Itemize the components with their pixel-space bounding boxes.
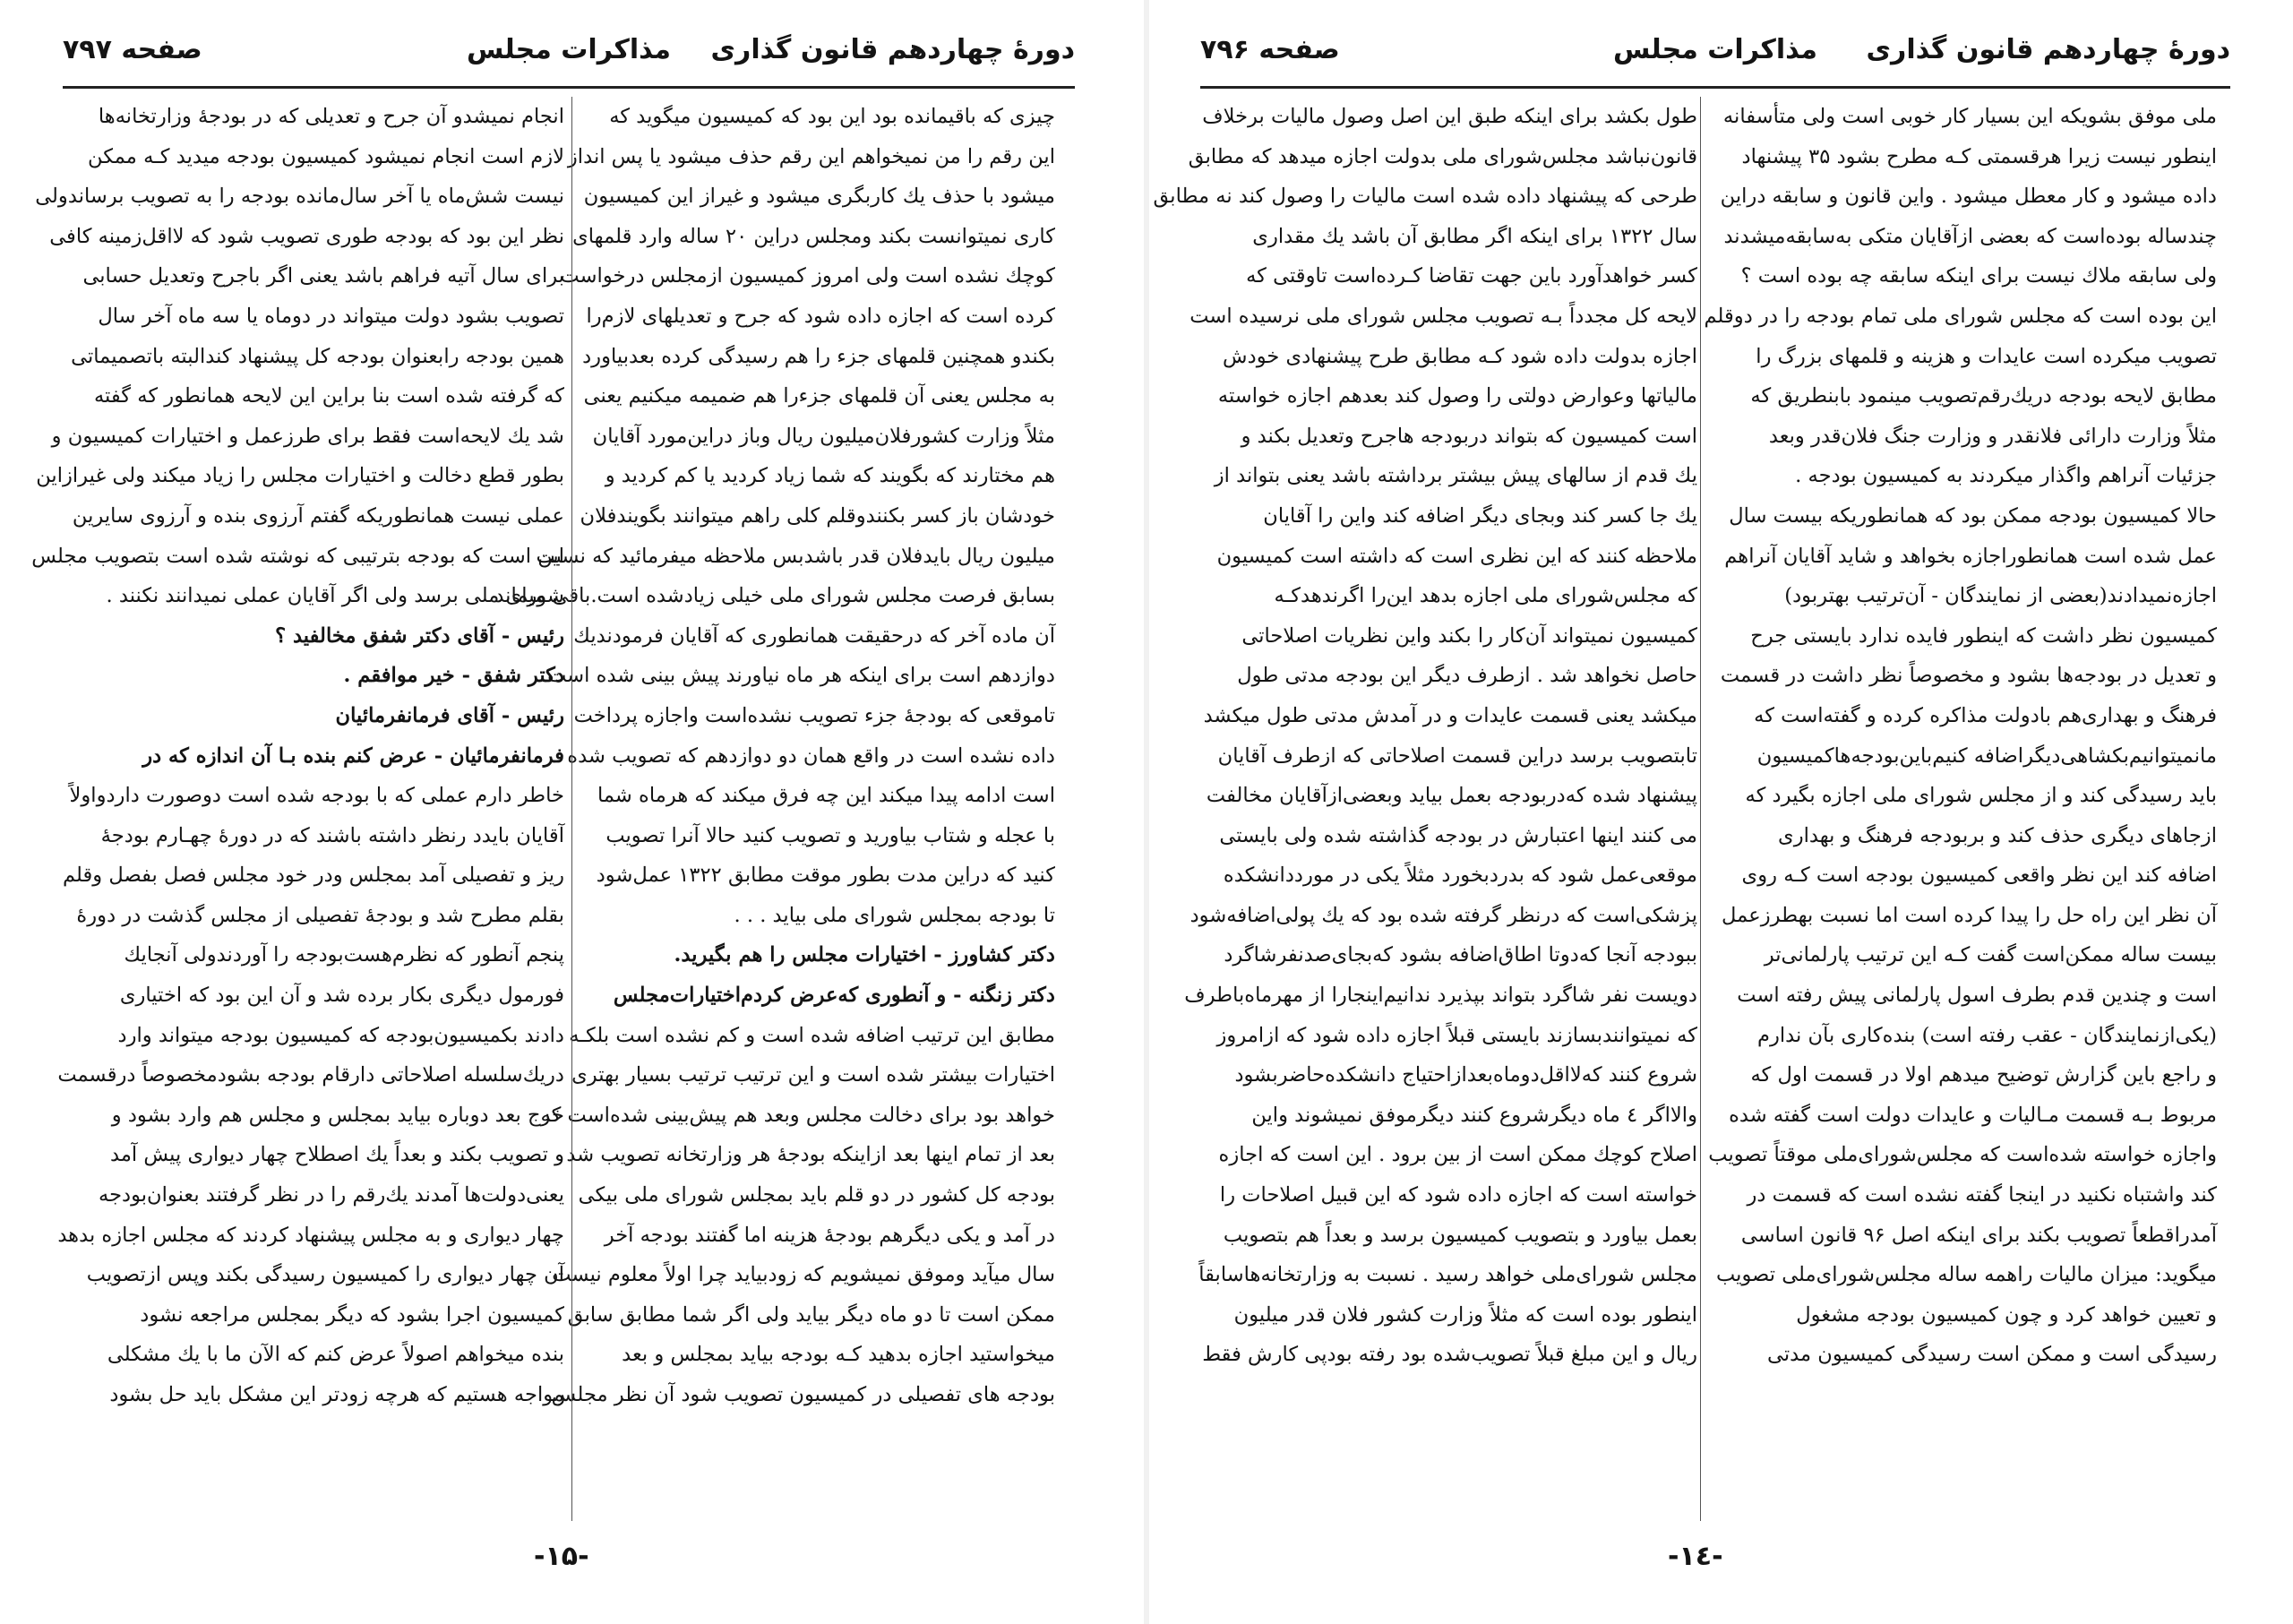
text-line: شد یك لایحه‌است فقط برای طرزعمل و اختیارات کمیسیون و: [51, 424, 564, 448]
text-line: پیشنهاد شده که‌دربودجه بعمل بیاید وبعضی‌ازآقایان مخالفت: [1206, 784, 1697, 808]
text-line: مطابق این ترتیب اضافه شده است و کم نشده است بلکـه: [569, 1023, 1055, 1047]
column-divider: [1700, 97, 1701, 1521]
text-line: بکندو همچنین قلمهای جزء را هم رسیدگی کرده بعدبیاورد: [582, 344, 1055, 368]
text-line: حاصل نخواهد شد . ازطرف دیگر این بودجه مدتی طول: [1237, 664, 1697, 688]
header-title: مذاکرات مجلس: [466, 34, 672, 65]
text-line: دکتر شفق - خیر موافقم .: [343, 664, 564, 688]
text-line: باید رسیدگی کند و از مجلس شورای ملی اجازه بگیرد که: [1745, 784, 2217, 808]
text-line: اختیارات بیشتر شده است و این ترتیب ترتیب بسیار بهتری: [571, 1063, 1055, 1087]
text-line: ممکن است تا دو ماه دیگر بیاید ولی اگر شما مطابق سابق: [567, 1302, 1055, 1327]
text-line: طول بکشد برای اینکه طبق این اصل وصول مالیات برخلاف: [1202, 105, 1697, 128]
text-line: لایحه کل مجدداً بـه تصویب مجلس شورای ملی نرسیده است: [1189, 304, 1697, 328]
text-line: بسابق فرصت مجلس شورای ملی خیلی زیادشده است.باقی میماند: [494, 584, 1055, 608]
text-line: سال ۱۳۲۲ برای اینکه اگر مطابق آن باشد یك مقداری: [1252, 224, 1697, 248]
text-line: که مجلس‌شورای ملی اجازه بدهد این‌را اگرندهدکـه: [1274, 584, 1697, 608]
text-line: کمیسیون نظر داشت که اینطور فایده ندارد بایستی جرح: [1750, 623, 2217, 648]
text-line: این است که بودجه بترتیبی که نوشته شده است بتصویب مجلس: [31, 544, 564, 568]
text-line: کنید که دراین مدت بطور موقت مطابق ۱۳۲۲ عمل‌شود: [596, 864, 1055, 888]
header-page-number: صفحه ۷۹۷: [63, 34, 202, 65]
text-line: اینطور بوده است که مثلاً وزارت کشور فلان قدر میلیون: [1233, 1302, 1697, 1327]
text-line: کسر خواهدآورد باین جهت تقاضا کـرده‌است تاوقتی که: [1246, 264, 1697, 288]
text-line: مالیاتها وعوارض دولتی را وصول کند بعدهم اجازه خواسته: [1217, 384, 1697, 408]
text-line: فرمانفرمائیان - عرض کنم بنده بـا آن اندازه که در: [142, 743, 564, 768]
text-line: ملی موفق بشویکه این بسیار کار خوبی است ولی متأسفانه: [1722, 105, 2217, 128]
text-line: که نمیتوانند‌بسازند بایستی قبلاً اجازه داده شود که ازامروز: [1216, 1023, 1697, 1047]
text-line: آن ماده آخر که درحقیقت همانطوری که آقایان فرمودندیك: [573, 623, 1055, 648]
text-line: تصویب بشود دولت میتواند در دوماه یا سه ماه آخر سال: [98, 304, 564, 328]
text-line: که گرفته شده است بنا براین این لایحه همانطور که گفته: [93, 384, 564, 408]
text-line: دوازدهم است برای اینکه هر ماه نیاورند پیش بینی شده است: [547, 664, 1055, 688]
text-line: موقعی‌عمل شود که بدردبخورد مثلاً یکی در مورددانشکده: [1223, 864, 1697, 888]
text-line: میخواستید اجازه بدهید کـه بودجه بیاید بمجلس و بعد: [622, 1343, 1055, 1367]
text-line: کمیسیون نمیتواند آن‌کار را بکند واین نظریات اصلاحاتی: [1241, 623, 1697, 648]
running-header: [63, 34, 1075, 79]
text-line: هم مختارند که بگویند که شما زیاد کردید یا کم کردید و: [605, 464, 1055, 488]
text-line: چندساله بوده‌است که بعضی ازآقایان متکی به‌سابقه‌میشدند: [1723, 224, 2217, 248]
text-line: تصویب میکرده است عایدات و هزینه و قلمهای بزرگ را: [1756, 344, 2217, 368]
text-line: و تعدیل در بودجه‌ها بشود و مخصوصاً نظر داشت در قسمت: [1720, 664, 2217, 688]
text-column-left: [31, 97, 564, 1521]
text-line: خودشان باز کسر بکنندوقلم کلی راهم میتوانند بگویندفلان: [580, 503, 1055, 528]
text-line: مانمیتوانیم‌بکشاهی‌دیگراضافه کنیم‌باین‌بودجه‌ها‌کمیسیون: [1756, 743, 2217, 768]
text-line: آمدراقطعاً تصویب بکند برای اینکه اصل ۹۶ قانون اساسی: [1740, 1223, 2217, 1247]
text-line: فرهنگ و بهداری‌هم بادولت مذاکره کرده و گفته‌است که: [1754, 703, 2217, 727]
text-line: کاری نمیتوانست بکند ومجلس دراین ۲۰ ساله وارد قلمهای: [572, 224, 1055, 248]
text-line: بقلم مطرح شد و بودجهٔ تفصیلی از مجلس گذشت در دورهٔ: [76, 903, 564, 927]
text-line: میکشد یعنی قسمت عایدات و در آمدش مدتی طول میکشد: [1203, 703, 1697, 727]
text-line: حالا کمیسیون بودجه ممکن بود که همانطوریکه بیست سال: [1729, 503, 2217, 528]
text-line: قانون‌نباشد مجلس‌شورای ملی بدولت اجازه میدهد که مطابق: [1188, 144, 1697, 168]
text-line: بعمل بیاورد و بتصویب کمیسیون برسد و بعداً هم بتصویب: [1223, 1223, 1697, 1247]
text-line: یك قدم از سالهای پیش بیشتر برداشته باشد یعنی بتواند از: [1214, 464, 1697, 488]
text-line: مثلاً وزارت دارائی فلانقدر و وزارت جنگ فلان‌قدر وبعد: [1768, 424, 2217, 448]
text-line: میلیون ریال بایدفلان قدر باشدبس ملاحظه میفرمائید که نسبت: [536, 544, 1055, 568]
text-line: بودجه های تفصیلی در کمیسیون تصویب شود آن نظر مجلس: [551, 1383, 1055, 1406]
text-line: آن چهار دیواری را کمیسیون رسیدگی بکند وپس ازتصویب: [86, 1263, 564, 1287]
text-line: داده میشود و کار معطل میشود . واین قانون و سابقه دراین: [1720, 185, 2217, 209]
text-line: ملاحظه کنند که این نظری است که داشته است کمیسیون: [1216, 544, 1697, 568]
header-rule: [1200, 86, 2230, 89]
text-line: خواسته است که اجازه داده شود که این قبیل اصلاحات را: [1219, 1183, 1697, 1207]
text-line: خاطر دارم عملی که با بودجه شده است دوصورت داردواولاً: [69, 784, 564, 808]
text-line: بعد از تمام اینها بعد ازاینکه بودجهٔ هر وزارتخانه تصویب شد: [566, 1143, 1055, 1167]
text-line: مربوط بـه قسمت مـالیات و عایدات دولت است گفته شده: [1729, 1103, 2217, 1127]
header-rule: [63, 86, 1075, 89]
text-line: ریال و این مبلغ قبلاً تصویب‌شده بود رفته بودپی کارش فقط: [1202, 1343, 1697, 1367]
text-line: ولی سابقه ملاك نیست برای اینکه سابقه چه بوده است ؟: [1740, 264, 2217, 288]
text-line: لازم است انجام نمیشود کمیسیون بودجه میدید کـه ممکن: [88, 144, 564, 168]
text-line: میشود با حذف یك کاربگری میشود و غیراز این کمیسیون: [583, 185, 1055, 209]
text-line: ازجاهای دیگری حذف کند و بربودجه فرهنگ و بهداری: [1778, 823, 2217, 847]
page-footer-number: -۱۵-: [534, 1541, 589, 1572]
text-line: والااگر ٤ ماه دیگرشروع کنند دیگرموفق نمیشوند واین: [1251, 1103, 1697, 1127]
text-column-right: [494, 97, 1055, 1521]
text-line: طرحی که پیشنهاد داده شده است مالیات را وصول کند نه مطابق: [1153, 185, 1697, 209]
page-797: [0, 0, 1146, 1624]
column-divider: [571, 97, 572, 1521]
text-line: اجازه بدولت داده شود کـه مطابق طرح پیشنهادی خودش: [1223, 344, 1697, 368]
text-line: انجام نمیشدو آن جرح و تعدیلی که در بودجهٔ وزارتخانه‌ها: [98, 105, 564, 128]
text-line: پزشکی‌است که درنظر گرفته شده بود که یك پولی‌اضافه‌شود: [1189, 903, 1697, 927]
text-line: نیست شش‌ماه یا آخر سال‌مانده بودجه را به تصویب برساندولی: [35, 185, 564, 209]
text-line: رئیس - آقای فرمانفرمائیان: [335, 703, 564, 727]
text-line: پنجم آنطور که نظرم‌هست‌بودجه را آوردند‌ولی آنجایك: [124, 943, 564, 967]
text-line: کمیسیون اجرا بشود که دیگر بمجلس مراجعه نشود: [140, 1302, 564, 1327]
text-line: سال میآید وموفق نمیشویم که زودبیاید چرا اولاً معلوم نیست: [552, 1263, 1055, 1287]
text-line: بطور قطع دخالت و اختیارات مجلس را زیاد میکند ولی غیرازاین: [36, 464, 564, 488]
text-column-right: [1706, 97, 2217, 1521]
text-line: کند واشتباه نکنید در اینجا گفته نشده است که قسمت در: [1747, 1183, 2217, 1207]
text-line: خواهد بود برای دخالت مجلس وبعد هم پیش‌بینی شده‌است که: [540, 1103, 1055, 1127]
text-line: است و چندین قدم بطرف اسول پارلمانی پیش رفته است: [1737, 984, 2217, 1008]
text-line: و تعیین خواهد کرد و چون کمیسیون بودجه مشغول: [1796, 1302, 2217, 1327]
page-796: [1146, 0, 2293, 1624]
text-line: رئیس - آقای دکتر شفق مخالفید ؟: [275, 623, 564, 648]
text-line: در آمد و یکی دیگرهم بودجهٔ هزینه اما گفتند بودجه آخر: [604, 1223, 1055, 1247]
text-line: اجازه‌نمیدادند(بعضی از نمایندگان - آن‌ترتیب بهتربود): [1784, 584, 2217, 608]
text-line: عمل شده است همانطوراجازه بخواهد و شاید آقایان آنراهم: [1724, 544, 2217, 568]
text-line: مجلس شورای‌ملی خواهد رسید . نسبت به وزارتخانه‌هاسابقاً: [1198, 1263, 1697, 1287]
text-line: آقایان بایدد رنظر داشته باشند که در دورهٔ چهـارم بودجهٔ: [100, 823, 564, 847]
header-title: مذاکرات مجلس: [1612, 34, 1818, 65]
header-term: دورهٔ چهاردهم قانون گذاری: [710, 34, 1075, 65]
running-header: [1200, 34, 2230, 79]
text-line: اینطور نیست زیرا هرقسمتی کـه مطرح بشود ۳۵ پیشنهاد: [1741, 144, 2217, 168]
text-line: نظر این بود که بودجه طوری تصویب شود که لااقل‌زمینه کافی: [49, 224, 564, 248]
text-line: با عجله و شتاب بیاورید و تصویب کنید حالا آنرا تصویب: [605, 823, 1055, 847]
text-line: عملی نیست همانطوریکه گفتم آرزوی بنده و آرزوی سایرین: [72, 503, 564, 528]
header-page-number: صفحه ۷۹۶: [1200, 34, 1340, 65]
page-footer-number: -۱٤-: [1668, 1541, 1723, 1572]
text-line: کوچك نشده است ولی امروز کمیسیون ازمجلس درخواست: [560, 264, 1055, 288]
text-line: یك جا کسر کند وبجای دیگر اضافه کند واین را آقایان: [1263, 503, 1697, 528]
text-line: برای سال آتیه فراهم باشد یعنی اگر باجرح وتعدیل حسابی: [82, 264, 564, 288]
text-line: شورای ملی برسد ولی اگر آقایان عملی نمیدانند نکنند .: [106, 584, 564, 608]
text-line: است کمیسیون که بتواند دربودجه هاجرح وتعدیل بکند و: [1241, 424, 1697, 448]
text-line: فورمول دیگری بکار برده شد و آن این بود که اختیاری: [119, 984, 564, 1008]
text-line: یعنی‌دولت‌ها آمدند یك‌رقم را در نظر گرفتند بعنوان‌بودجه: [98, 1183, 564, 1207]
text-line: اضافه کند این نظر واقعی کمیسیون بودجه است کـه روی: [1741, 864, 2217, 888]
text-line: ریز و تفصیلی آمد بمجلس ودر خود مجلس فصل بفصل وقلم: [62, 864, 564, 888]
text-line: ببودجه آنجا که‌دوتا اطاق‌اضافه بشود که‌بجای‌صدنفر‌شاگرد: [1224, 943, 1697, 967]
text-line: دکتر کشاورز - اختیارات مجلس را هم بگیرید.: [674, 943, 1055, 967]
text-line: تاموقعی که بودجهٔ جزء تصویب نشده‌است واجازه‌ پرداخت: [573, 703, 1055, 727]
text-line: مثلاً وزارت کشورفلان‌میلیون ریال وباز دراین‌مورد آقایان: [592, 424, 1055, 448]
text-line: و تصویب بکند و بعداً یك اصطلاح چهار دیواری پیش آمد: [109, 1143, 564, 1167]
text-line: دویست نفر شاگرد بتواند بپذیرد ندانیم‌اینجارا از مهرماه‌با‌طرف: [1184, 984, 1697, 1008]
text-line: جزئیات آنراهم واگذار میکردند به کمیسیون بودجه .: [1795, 464, 2217, 488]
text-line: می کنند اینها اعتبارش در بودجه گذاشته شده ولی بایستی: [1219, 823, 1697, 847]
text-line: مطابق لایحه بودجه دریك‌رقم‌تصویب مینمود بابنطریق که: [1750, 384, 2217, 408]
text-line: دکتر زنگنه - و آنطوری که‌عرض کردم‌اختیارات‌مجلس: [613, 984, 1055, 1008]
text-line: واجازه خواسته شده‌است که مجلس‌شورای‌ملی موقتاً تصویب: [1708, 1143, 2217, 1167]
text-line: این بوده است که مجلس شورای ملی تمام بودجه را در دوقلم: [1704, 304, 2217, 328]
text-line: این رقم را من نمیخواهم این رقم حذف میشود یا پس انداز: [567, 144, 1055, 168]
text-line: داده نشده است در واقع همان دو دوازدهم که تصویب شده: [567, 743, 1055, 768]
text-line: خرج بعد دوباره بیاید بمجلس و مجلس هم وارد بشود و: [111, 1103, 564, 1127]
header-term: دورهٔ چهاردهم قانون گذاری: [1866, 34, 2230, 65]
text-line: شروع کنند که‌لااقل‌دوماه‌بعدازاحتیاج دانشکده‌حاضر‌بشود: [1234, 1063, 1697, 1087]
text-line: به مجلس یعنی آن قلمهای جزءرا هم ضمیمه میکنیم یعنی: [583, 384, 1055, 408]
text-line: مواجه هستیم که هرچه زودتر این مشکل باید حل بشود: [109, 1383, 564, 1406]
text-line: میگوید: میزان مالیات راهمه ساله مجلس‌شورای‌ملی تصویب: [1716, 1263, 2217, 1287]
text-line: آن نظر این راه حل را پیدا کرده است اما نسبت بهطرزعمل: [1722, 903, 2217, 927]
text-line: بنده میخواهم اصولاً عرض کنم که الآن ما با یك مشکلی: [107, 1343, 564, 1367]
text-line: رسیدگی است و ممکن است رسیدگی کمیسیون مدتی: [1767, 1343, 2217, 1367]
text-line: و راجع باین گزارش توضیح میدهم اولا در قسمت اول که: [1750, 1063, 2217, 1087]
text-line: دریك‌سلسله اصلاحاتی دارقام بودجه بشودمخصوصاً درقسمت: [57, 1063, 564, 1087]
text-line: اصلاح کوچك ممکن است از بین برود . این است که اجازه: [1218, 1143, 1697, 1167]
text-line: کرده است که اجازه داده شود که جرح و تعدیلهای لازم‌را: [586, 304, 1055, 328]
text-line: تا بودجه بمجلس شورای ملی بیاید . . .: [734, 903, 1055, 927]
text-line: چهار دیواری و به مجلس پیشنهاد کردند که مجلس اجازه بدهد: [57, 1223, 564, 1247]
text-line: است ادامه پیدا میکند این چه فرق میکند که هرماه شما: [597, 784, 1055, 808]
text-column-left: [1153, 97, 1697, 1521]
text-line: همین بودجه رابعنوان بودجه کل پیشنهاد کندالبته باتصمیماتی: [71, 344, 564, 368]
text-line: (یکی‌ازنمایندگان - عقب رفته است) بنده‌کاری بآن ندارم: [1756, 1023, 2217, 1047]
text-line: چیزی که باقیمانده بود این بود که کمیسیون میگوید که: [609, 105, 1055, 128]
text-line: بودجه کل کشور در دو قلم باید بمجلس شورای ملی بیکی: [578, 1183, 1055, 1207]
text-line: تابتصویب برسد دراین قسمت اصلاحاتی که ازطرف آقایان: [1217, 743, 1697, 768]
text-line: دادند بکمیسیون‌بودجه که کمیسیون بودجه میتواند وارد: [117, 1023, 564, 1047]
text-line: بیست ساله ممکن‌است گفت کـه این ترتیب پارلمانی‌تر: [1764, 943, 2217, 967]
